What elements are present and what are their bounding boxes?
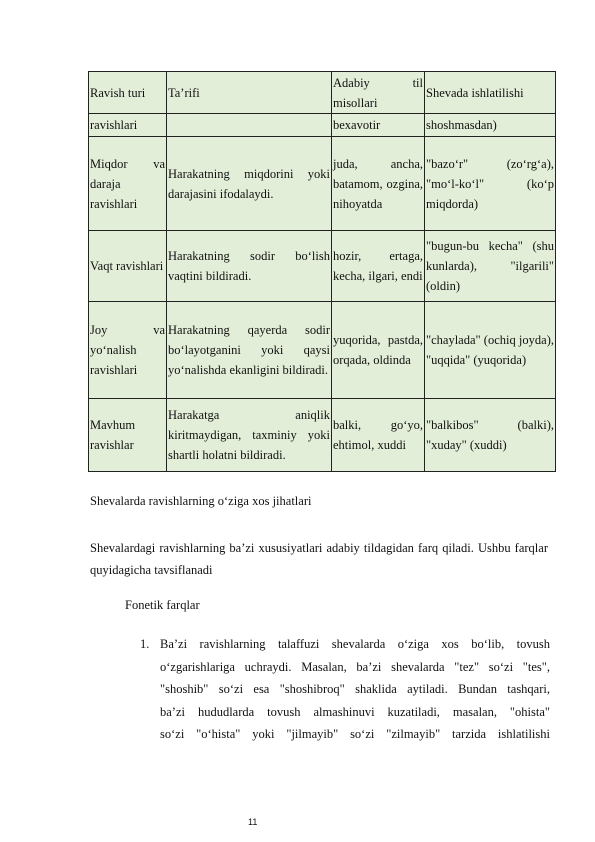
list-line: ba’zi hududlarda tovush almashinuvi kuzatiladi, masalan, "ohista" <box>160 704 550 719</box>
header-cell: Adabiy til misollari <box>332 72 425 114</box>
subheading: Fonetik farqlar <box>125 598 200 612</box>
table-row <box>89 114 556 137</box>
table-cell: Harakatga aniqlik kiritmaydigan, taxminiy yoki shartli holatni bildiradi. <box>167 399 332 472</box>
list-item-text <box>160 633 550 746</box>
adverbs-table <box>88 71 555 472</box>
table-cell: hozir, ertaga, kecha, ilgari, endi <box>332 231 425 302</box>
table-cell: "balkibos" (balki), "xuday" (xuddi) <box>425 399 556 472</box>
table-cell: Mavhum ravishlar <box>89 399 167 472</box>
table-header-row <box>89 72 556 114</box>
table-cell: yuqorida, pastda, orqada, oldinda <box>332 302 425 399</box>
table-cell: ravishlari <box>89 114 167 137</box>
list-number: 1. <box>140 637 150 651</box>
table-cell: Harakatning miqdorini yoki darajasini ifodalaydi. <box>167 137 332 231</box>
table-row <box>89 399 556 472</box>
table-cell: bexavotir <box>332 114 425 137</box>
table-cell: Harakatning sodir bo‘lish vaqtini bildiradi. <box>167 231 332 302</box>
table-row <box>89 137 556 231</box>
page-number: 11 <box>248 817 258 827</box>
list-line: Ba’zi ravishlarning talaffuzi shevalarda o‘ziga xos bo‘lib, tovush <box>160 637 550 651</box>
header-cell: Ta’rifi <box>167 72 332 114</box>
list-line: "shoshib" so‘zi esa "shoshibroq" shaklida aytiladi. Bundan tashqari, <box>160 682 550 696</box>
table-cell: "bugun-bu kecha" (shu kunlarda), "ilgarili" (oldin) <box>425 231 556 302</box>
header-cell: Shevada ishlatilishi <box>425 72 556 114</box>
table-cell: "bazo‘r" (zo‘rg‘a), "mo‘l-ko‘l" (ko‘p miqdorda) <box>425 137 556 231</box>
section-heading: Shevalarda ravishlarning o‘ziga xos jihatlari <box>90 494 312 508</box>
table-cell <box>167 114 332 137</box>
list-line: o‘zgarishlariga uchraydi. Masalan, ba’zi shevalarda "tez" so‘zi "tes", <box>160 659 550 674</box>
table-cell: Joy va yo‘nalish ravishlari <box>89 302 167 399</box>
table-row <box>89 231 556 302</box>
list-line: so‘zi "o‘hista" yoki "jilmayib" so‘zi "zilmayib" tarzida ishlatilishi <box>160 727 550 741</box>
table-cell: "chaylada" (ochiq joyda), "uqqida" (yuqorida) <box>425 302 556 399</box>
table-cell: Miqdor va daraja ravishlari <box>89 137 167 231</box>
header-cell: Ravish turi <box>89 72 167 114</box>
table-cell: Vaqt ravishlari <box>89 231 167 302</box>
table-cell: Harakatning qayerda sodir bo‘layotganini yoki qaysi yo‘nalishda ekanligini bildiradi. <box>167 302 332 399</box>
table-cell: juda, ancha, batamom, ozgina, nihoyatda <box>332 137 425 231</box>
table-cell: balki, go‘yo, ehtimol, xuddi <box>332 399 425 472</box>
table-row <box>89 302 556 399</box>
table-cell: shoshmasdan) <box>425 114 556 137</box>
intro-paragraph: Shevalardagi ravishlarning ba’zi xususiyatlari adabiy tildagidan farq qiladi. Ushbu farqlar quyidagicha tavsiflanadi <box>90 541 548 577</box>
